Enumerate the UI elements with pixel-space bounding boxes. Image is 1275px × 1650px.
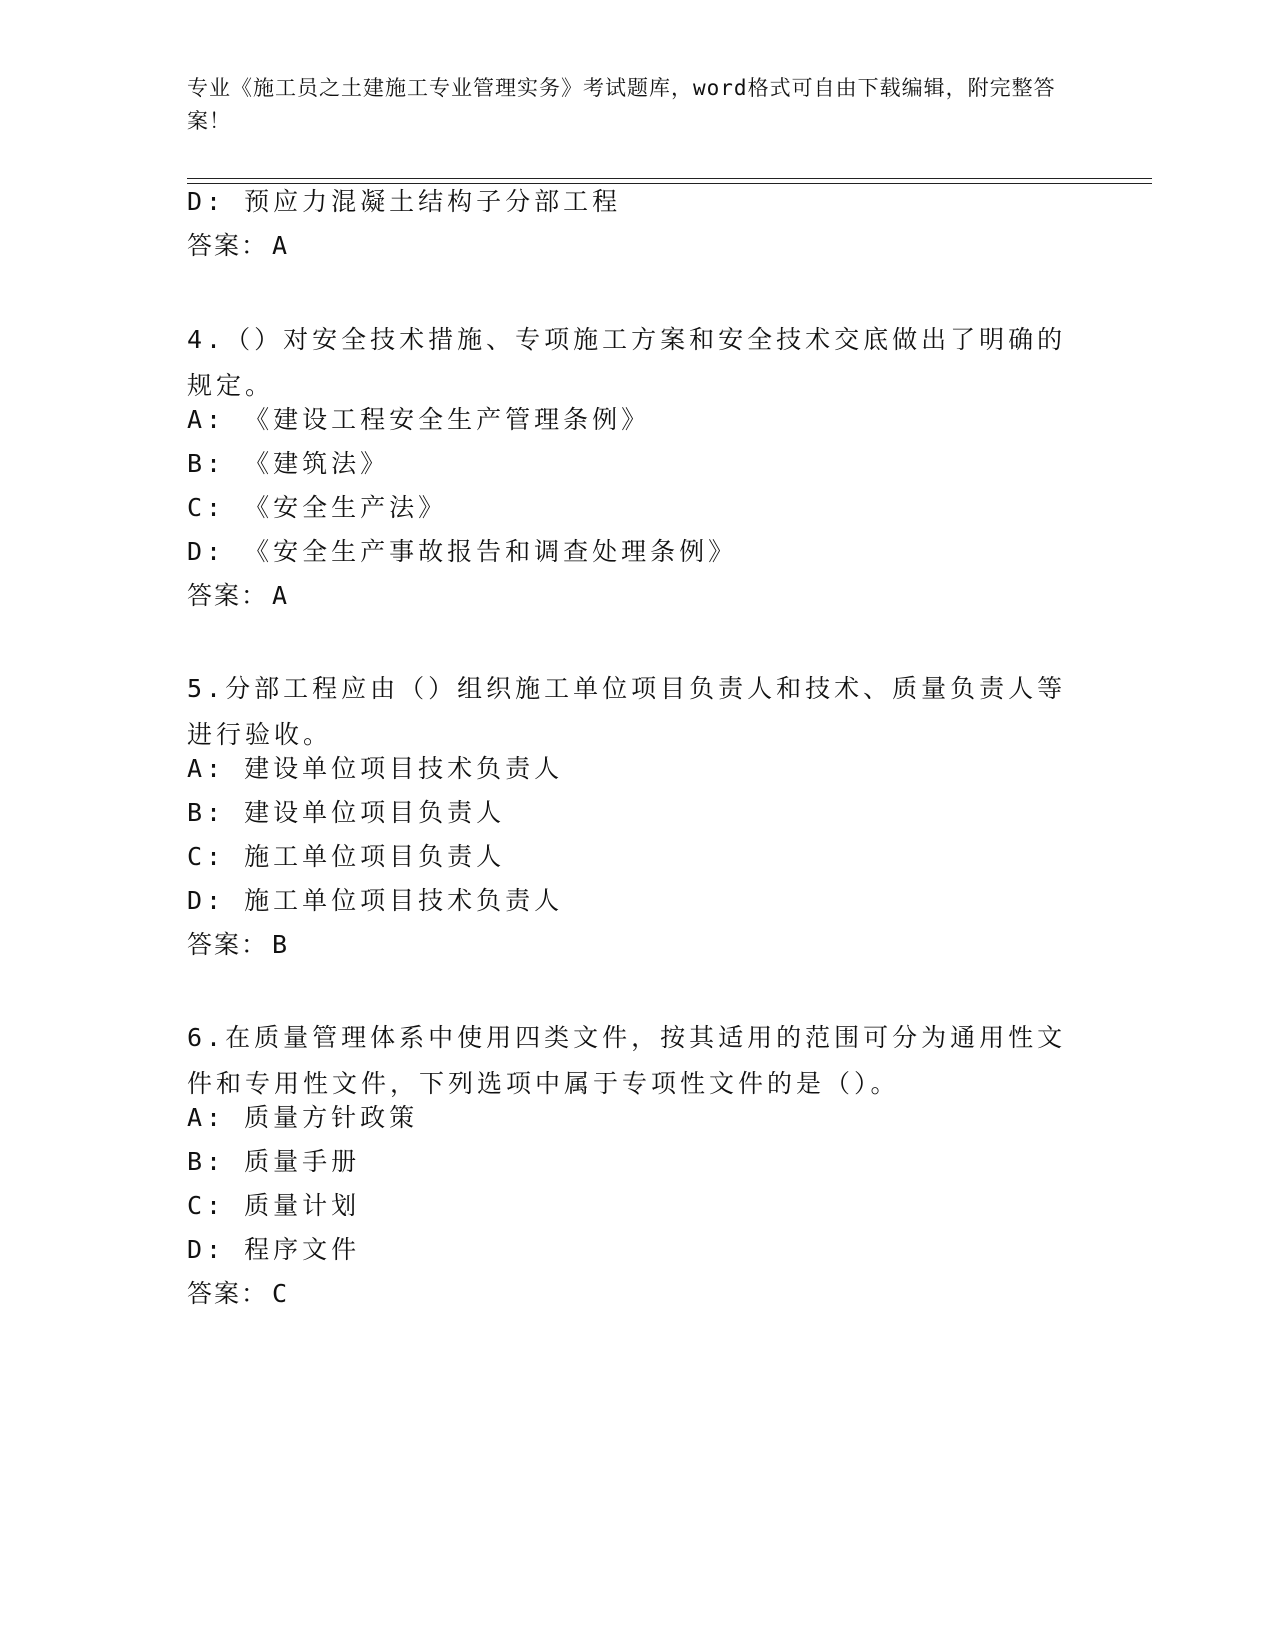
- answer-value: C: [272, 1279, 290, 1308]
- answer-value: A: [272, 581, 290, 610]
- question-5-option-b: B: 建设单位项目负责人: [187, 798, 506, 827]
- question-4-option-c: C: 《安全生产法》: [187, 493, 448, 522]
- question-5-text: 5.分部工程应由（）组织施工单位项目负责人和技术、质量负责人等进行验收。: [187, 674, 1067, 749]
- question-5-option-c: C: 施工单位项目负责人: [187, 842, 506, 871]
- question-6-answer: [187, 1279, 289, 1309]
- question-6-option-b: B: 质量手册: [187, 1147, 361, 1176]
- question-6-option-d: D: 程序文件: [187, 1235, 361, 1264]
- answer-label: 答案：: [187, 930, 269, 959]
- header-divider-bottom: [187, 183, 1152, 184]
- question-4-text: 4.（）对安全技术措施、专项施工方案和安全技术交底做出了明确的规定。: [187, 325, 1067, 400]
- prev-answer: [187, 231, 289, 261]
- header-divider-top: [187, 178, 1152, 179]
- question-4-answer: [187, 581, 289, 611]
- question-4-option-d: D: 《安全生产事故报告和调查处理条例》: [187, 537, 738, 566]
- answer-label: 答案：: [187, 581, 269, 610]
- question-5-option-a: A: 建设单位项目技术负责人: [187, 754, 564, 783]
- question-4-option-a: A: 《建设工程安全生产管理条例》: [187, 405, 651, 434]
- question-5-answer: [187, 930, 289, 960]
- question-6-text: 6.在质量管理体系中使用四类文件，按其适用的范围可分为通用性文件和专用性文件，下列选项中属于专项性文件的是（）。: [187, 1023, 1067, 1098]
- question-4-option-b: B: 《建筑法》: [187, 449, 390, 478]
- document-header: 专业《施工员之土建施工专业管理实务》考试题库，word格式可自由下载编辑，附完整答案！: [187, 76, 1056, 133]
- answer-value: A: [272, 231, 290, 260]
- question-5-option-d: D: 施工单位项目技术负责人: [187, 886, 564, 915]
- answer-label: 答案：: [187, 231, 269, 260]
- question-6-option-c: C: 质量计划: [187, 1191, 361, 1220]
- answer-label: 答案：: [187, 1279, 269, 1308]
- question-6-option-a: A: 质量方针政策: [187, 1103, 419, 1132]
- answer-value: B: [272, 930, 290, 959]
- prev-option-d: D: 预应力混凝土结构子分部工程: [187, 187, 622, 216]
